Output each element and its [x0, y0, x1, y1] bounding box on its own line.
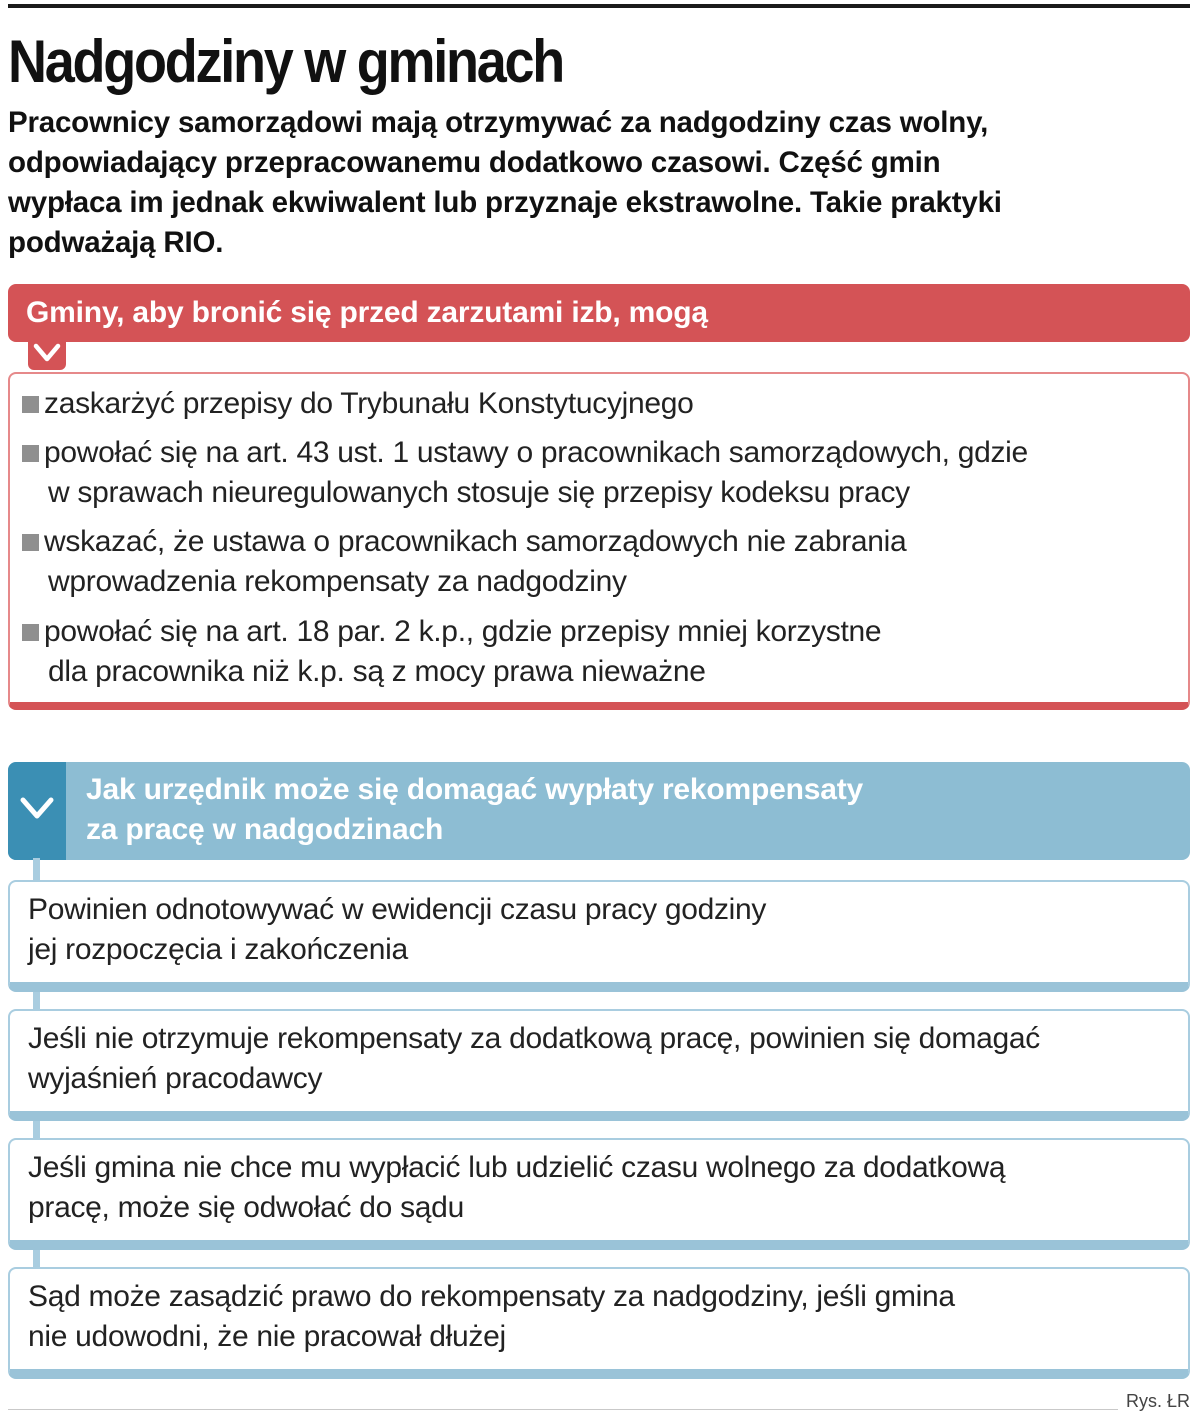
bottom-rule [8, 1409, 1118, 1410]
page-title: Nadgodziny w gminach [8, 28, 564, 95]
top-rule [8, 4, 1190, 8]
red-section-header-text: Gminy, aby bronić się przed zarzutami izb, mogą [26, 296, 708, 329]
lead-line: odpowiadający przepracowanemu dodatkowo czasowi. Część gmin [8, 146, 941, 179]
list-item: powołać się na art. 18 par. 2 k.p., gdzie przepisy mniej korzystne dla pracownika niż k.p. są z mocy prawa nieważne [22, 612, 881, 692]
step-card: Jeśli nie otrzymuje rekompensaty za dodatkową pracę, powinien się domagać wyjaśnień pracodawcy [8, 1009, 1190, 1121]
square-bullet-icon [22, 534, 39, 551]
square-bullet-icon [22, 445, 39, 462]
blue-section-tab [8, 762, 66, 860]
list-item: powołać się na art. 43 ust. 1 ustawy o pracownikach samorządowych, gdzie w sprawach nieuregulowanych stosuje się przepisy kodeksu pracy [22, 433, 1028, 513]
chevron-down-icon [17, 792, 57, 828]
step-card: Powinien odnotowywać w ewidencji czasu pracy godziny jej rozpoczęcia i zakończenia [8, 880, 1190, 992]
lead-line: Pracownicy samorządowi mają otrzymywać za nadgodziny czas wolny, [8, 106, 989, 139]
blue-section-header-text: Jak urzędnik może się domagać wypłaty rekompensaty za pracę w nadgodzinach [86, 773, 863, 846]
credit: Rys. ŁR [1125, 1391, 1190, 1411]
step-card: Jeśli gmina nie chce mu wypłacić lub udzielić czasu wolnego za dodatkową pracę, może się odwołać do sądu [8, 1138, 1190, 1250]
square-bullet-icon [22, 624, 39, 641]
lead-paragraph [8, 103, 1198, 263]
lead-line: wypłaca im jednak ekwiwalent lub przyznaje ekstrawolne. Takie praktyki [8, 186, 1002, 219]
red-section-list [8, 372, 1190, 710]
chevron-down-icon [28, 340, 66, 370]
list-item: zaskarżyć przepisy do Trybunału Konstytucyjnego [22, 384, 694, 424]
square-bullet-icon [22, 396, 39, 413]
red-section-header [8, 284, 1190, 342]
list-item: wskazać, że ustawa o pracownikach samorządowych nie zabrania wprowadzenia rekompensaty za nadgodziny [22, 522, 906, 602]
step-card: Sąd może zasądzić prawo do rekompensaty za nadgodziny, jeśli gmina nie udowodni, że nie pracował dłużej [8, 1267, 1190, 1379]
lead-line: podważają RIO. [8, 226, 224, 259]
